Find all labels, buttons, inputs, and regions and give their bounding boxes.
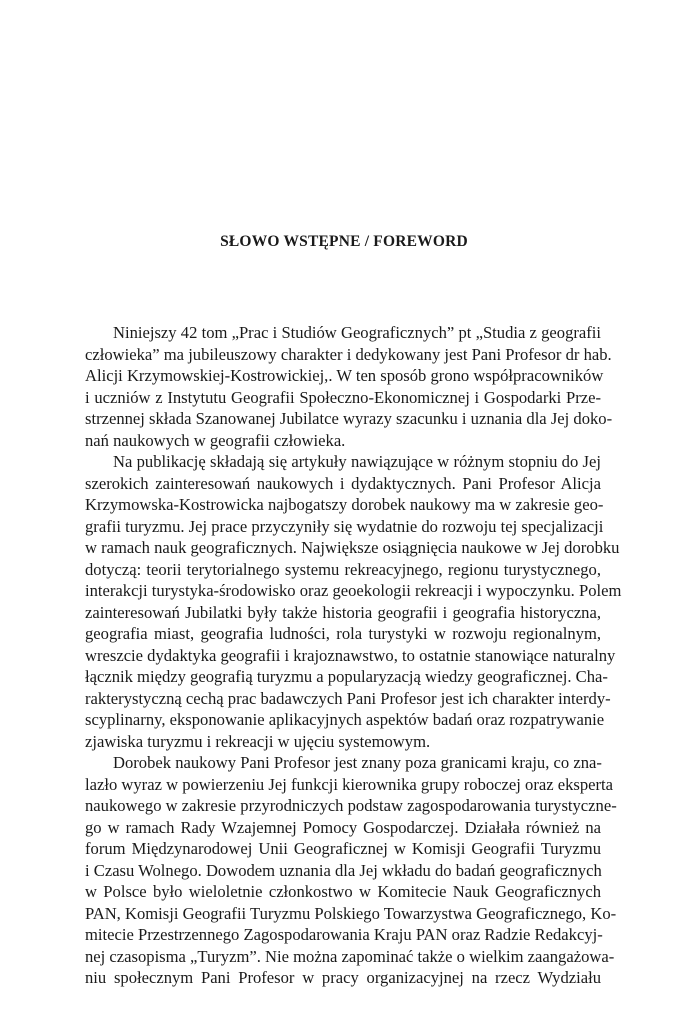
text-line: grafii turyzmu. Jej prace przyczyniły się wydatnie do rozwoju tej specjalizacji xyxy=(85,516,604,536)
text-line: nań naukowych w geografii człowieka. xyxy=(85,430,346,450)
text-line: niu społecznym Pani Profesor w pracy organizacyjnej na rzecz Wydziału xyxy=(85,968,601,987)
text-line: i Czasu Wolnego. Dowodem uznania dla Jej wkładu do badań geograficznych xyxy=(85,860,602,880)
text-line: Alicji Krzymowskiej-Kostrowickiej,. W ten sposób grono współpracowników xyxy=(85,366,604,385)
text-line: mitecie Przestrzennego Zagospodarowania Kraju PAN oraz Radzie Redakcyj- xyxy=(85,925,603,944)
text-line: zjawiska turyzmu i rekreacji w ujęciu systemowym. xyxy=(85,731,431,751)
text-line: strzennej składa Szanowanej Jubilatce wyrazy szacunku i uznania dla Jej doko- xyxy=(85,409,613,428)
text-line: dotyczą: teorii terytorialnego systemu rekreacyjnego, regionu turystycznego, xyxy=(85,559,601,579)
text-line: naukowego w zakresie przyrodniczych podstaw zagospodarowania turystyczne- xyxy=(85,796,617,815)
paragraph-3 xyxy=(85,752,617,989)
text-line: w Polsce było wieloletnie członkostwo w Komitecie Nauk Geograficznych xyxy=(85,882,601,901)
text-line: interakcji turystyka-środowisko oraz geoekologii rekreacji i wypoczynku. Polem xyxy=(85,581,622,600)
text-line: szerokich zainteresowań naukowych i dydaktycznych. Pani Profesor Alicja xyxy=(85,473,601,493)
text-line: w ramach nauk geograficznych. Największe osiągnięcia naukowe w Jej dorobku xyxy=(85,538,620,557)
text-line: lazło wyraz w powierzeniu Jej funkcji kierownika grupy roboczej oraz eksperta xyxy=(85,774,614,794)
paragraph-1 xyxy=(85,322,613,451)
text-line: scyplinarny, eksponowanie aplikacyjnych aspektów badań oraz rozpatrywanie xyxy=(85,710,605,729)
text-line: Niniejszy 42 tom „Prac i Studiów Geograficznych” pt „Studia z geografii xyxy=(113,323,601,342)
text-line: rakterystyczną cechą prac badawczych Pani Profesor jest ich charakter interdy- xyxy=(85,688,611,708)
text-line: Krzymowska-Kostrowicka najbogatszy dorobek naukowy ma w zakresie geo- xyxy=(85,495,604,514)
text-line: PAN, Komisji Geografii Turyzmu Polskiego Towarzystwa Geograficznego, Ko- xyxy=(85,903,617,923)
text-line: forum Międzynarodowej Unii Geograficznej w Komisji Geografii Turyzmu xyxy=(85,839,601,858)
paragraph-2 xyxy=(85,451,622,752)
text-line: i uczniów z Instytutu Geografii Społeczno-Ekonomicznej i Gospodarki Prze- xyxy=(85,387,601,407)
text-line: nej czasopisma „Turyzm”. Nie można zapominać także o wielkim zaangażowa- xyxy=(85,946,615,966)
text-line: geografia miast, geografia ludności, rola turystyki w rozwoju regionalnym, xyxy=(85,624,601,643)
body-text xyxy=(85,322,622,989)
text-line: łącznik między geografią turyzmu a popularyzacją wiedzy geograficznej. Cha- xyxy=(85,667,608,686)
text-line: człowieka” ma jubileuszowy charakter i dedykowany jest Pani Profesor dr hab. xyxy=(85,344,612,364)
text-line: wreszcie dydaktyka geografii i krajoznawstwo, to ostatnie stanowiące naturalny xyxy=(85,645,616,665)
page-title: SŁOWO WSTĘPNE / FOREWORD xyxy=(220,233,468,250)
text-line: zainteresowań Jubilatki były także historia geografii i geografia historyczna, xyxy=(85,602,601,622)
text-line: go w ramach Rady Wzajemnej Pomocy Gospodarczej. Działała również na xyxy=(85,817,601,837)
text-line: Dorobek naukowy Pani Profesor jest znany poza granicami kraju, co zna- xyxy=(113,753,602,772)
text-line: Na publikację składają się artykuły nawiązujące w różnym stopniu do Jej xyxy=(113,452,601,471)
